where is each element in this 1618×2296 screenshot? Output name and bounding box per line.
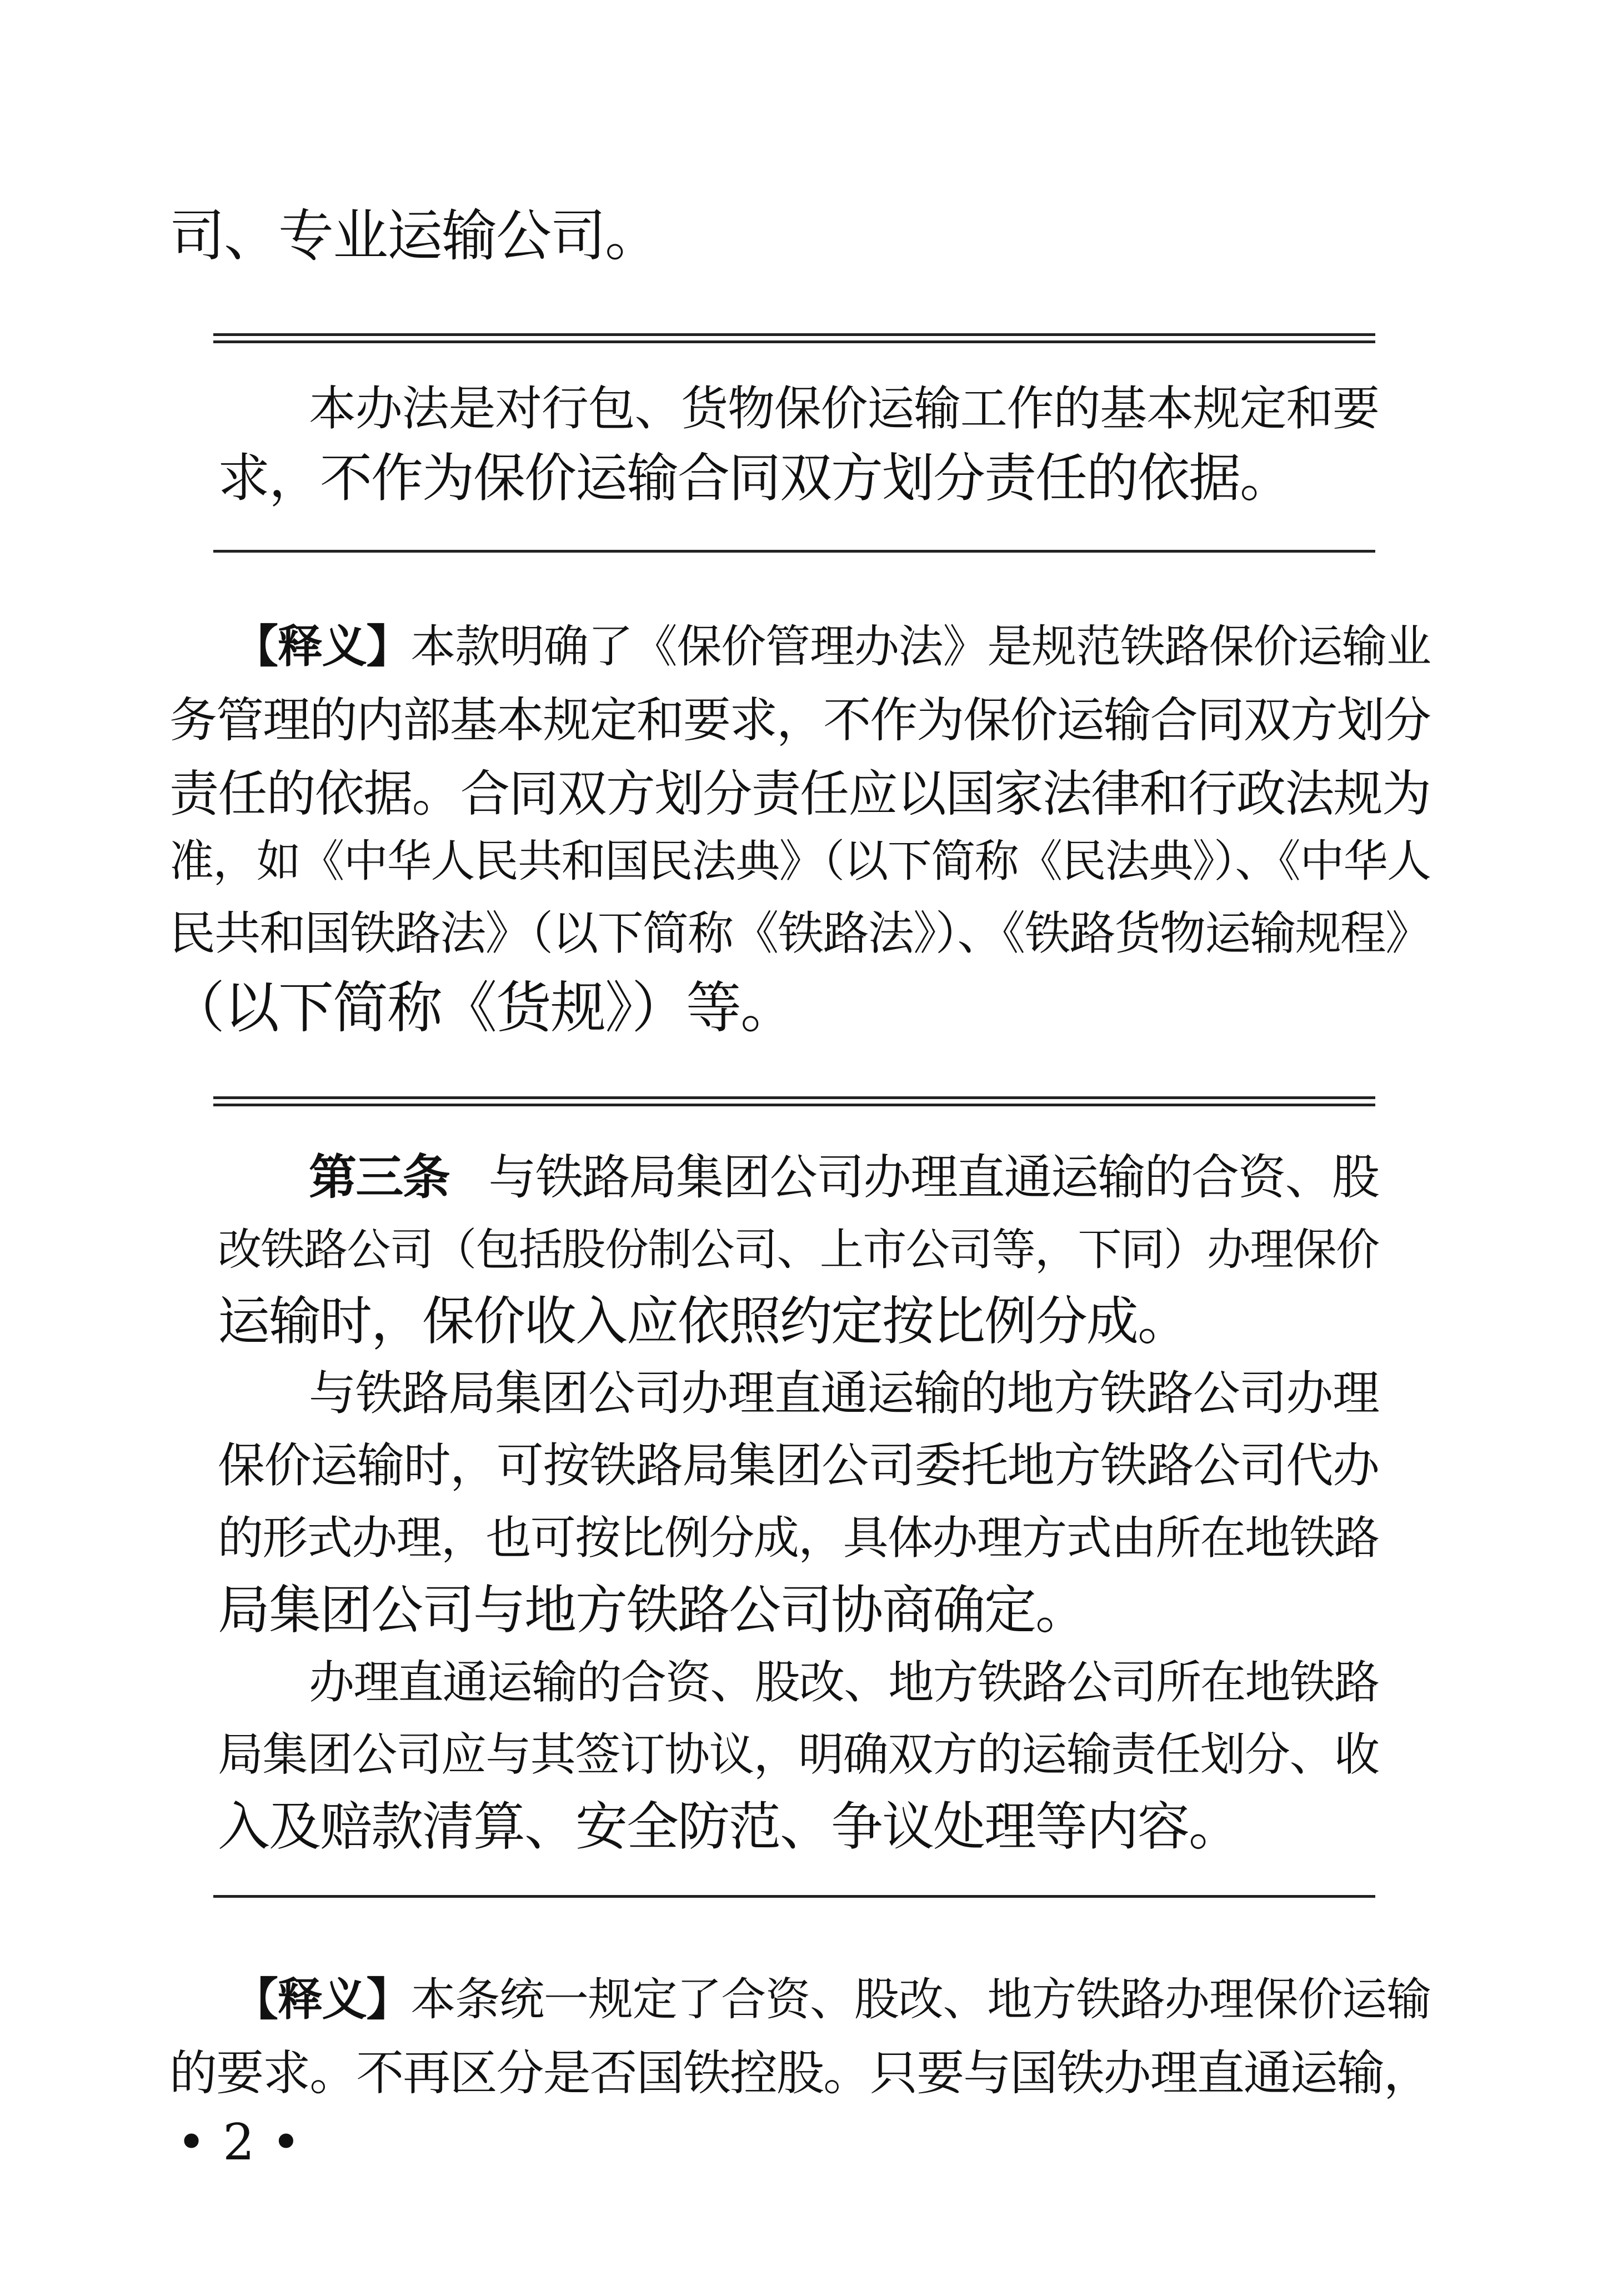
article-line	[309, 1141, 1379, 1214]
commentary-line	[233, 1964, 1430, 2036]
commentary-line: 民共和国铁路法》（以下简称《铁路法》）、《铁路货物运输规程》	[169, 906, 1430, 960]
commentary-line: （以下简称《货规》）等。	[169, 975, 795, 1040]
commentary-label: 【释义】	[233, 620, 411, 673]
double-rule	[213, 333, 1375, 343]
article-line: 保价运输时，可按铁路局集团公司委托地方铁路公司代办	[218, 1438, 1379, 1493]
page-number: •2•	[177, 2113, 318, 2172]
article-line: 运输时，保价收入应依照约定按比例分成。	[218, 1291, 1189, 1352]
regulation-line: 求，不作为保价运输合同双方划分责任的依据。	[218, 448, 1291, 509]
commentary-line: 务管理的内部基本规定和要求，不作为保价运输合同双方划分	[169, 693, 1430, 748]
article-line: 入及赔款清算、安全防范、争议处理等内容。	[218, 1797, 1240, 1857]
commentary-label: 【释义】	[233, 1973, 411, 2026]
article-line: 局集团公司与地方铁路公司协商确定。	[218, 1580, 1087, 1641]
article-line: 的形式办理，也可按比例分成，具体办理方式由所在地铁路	[218, 1512, 1379, 1565]
double-rule	[213, 1096, 1375, 1106]
commentary-line: 的要求。不再区分是否国铁控股。只要与国铁办理直通运输，	[169, 2046, 1430, 2101]
regulation-line: 本办法是对行包、货物保价运输工作的基本规定和要	[309, 382, 1379, 437]
commentary-text: 本条统一规定了合资、股改、地方铁路办理保价运输	[410, 1974, 1430, 2026]
article-line: 改铁路公司（包括股份制公司、上市公司等，下同）办理保价	[218, 1224, 1379, 1275]
article-heading: 第三条	[309, 1149, 450, 1205]
page-number-value: 2	[223, 2113, 272, 2172]
article-line: 局集团公司应与其签订协议，明确双方的运输责任划分、收	[218, 1728, 1379, 1781]
single-rule	[213, 550, 1375, 553]
commentary-text: 本款明确了《保价管理办法》是规范铁路保价运输业	[410, 621, 1430, 673]
commentary-line	[233, 611, 1430, 683]
article-text: 与铁路局集团公司办理直通运输的合资、股	[488, 1150, 1379, 1205]
article-line: 办理直通运输的合资、股改、地方铁路公司所在地铁路	[309, 1656, 1379, 1709]
top-fragment: 司、专业运输公司。	[169, 203, 659, 268]
commentary-line: 责任的依据。合同双方划分责任应以国家法律和行政法规为	[169, 765, 1430, 823]
article-line: 与铁路局集团公司办理直通运输的地方铁路公司办理	[309, 1366, 1379, 1421]
commentary-line: 准，如《中华人民共和国民法典》（以下简称《民法典》）、《中华人	[169, 835, 1430, 887]
single-rule	[213, 1895, 1375, 1898]
